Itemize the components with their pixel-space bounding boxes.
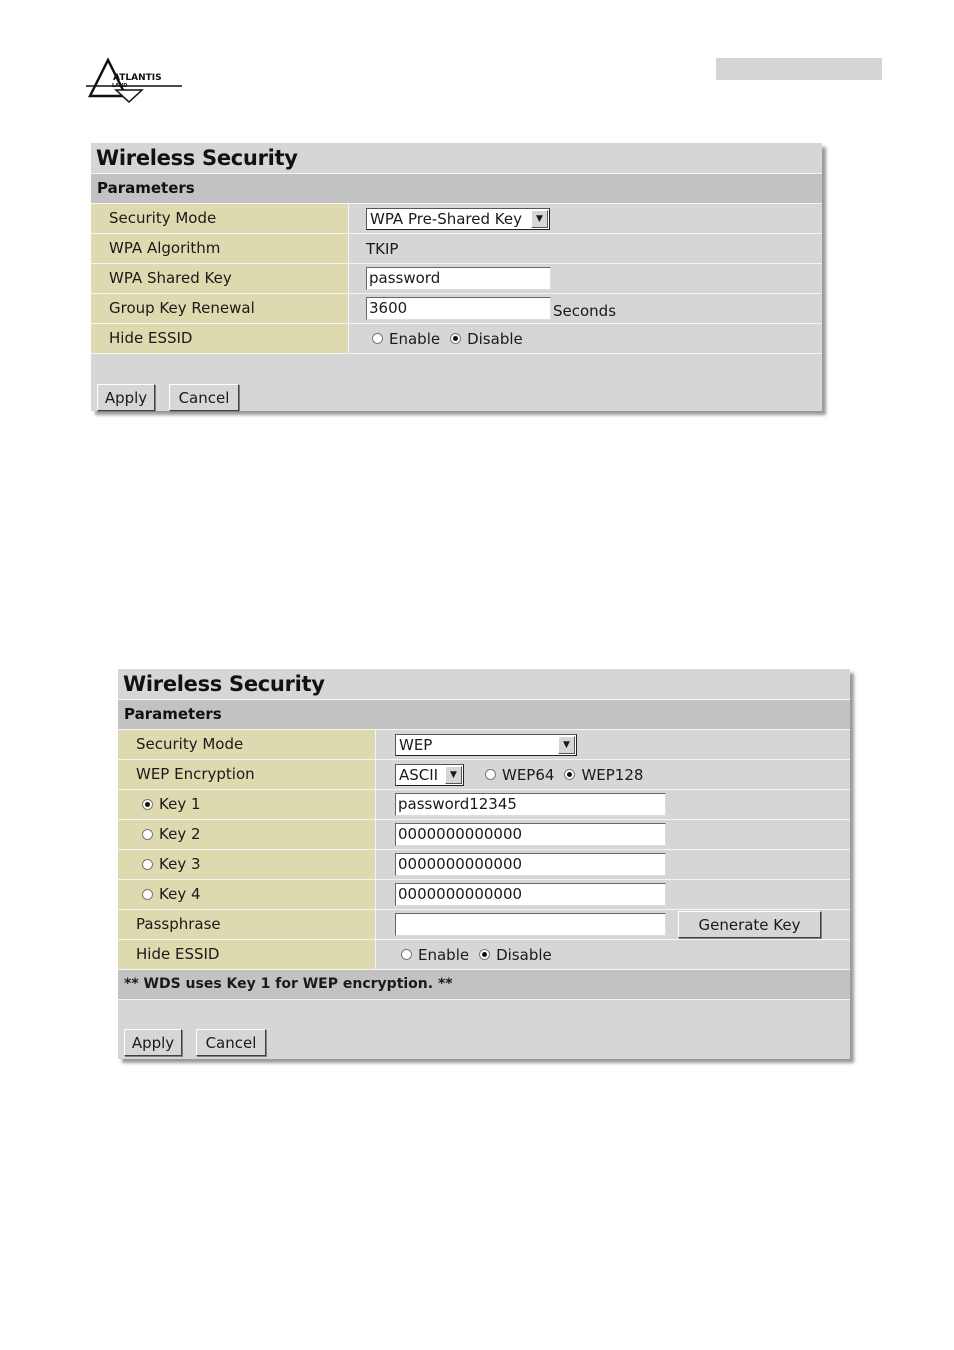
- security-mode-row: [118, 730, 850, 760]
- wireless-security-panel-wep: [118, 669, 850, 1059]
- atlantis-logo: [86, 56, 184, 104]
- generate-key-button[interactable]: Generate Key: [678, 911, 821, 938]
- logo-wordmark: ATLANTIS: [113, 73, 162, 83]
- passphrase-label: Passphrase: [118, 910, 376, 939]
- hide-essid-row: [118, 940, 850, 970]
- cancel-button[interactable]: Cancel: [196, 1029, 266, 1056]
- key-3-radio[interactable]: [142, 859, 153, 870]
- hide-essid-label: Hide ESSID: [118, 940, 376, 969]
- key-1-label-cell: [118, 790, 376, 819]
- wep128-radio[interactable]: WEP128: [564, 766, 643, 784]
- header-grey-bar: [716, 58, 882, 80]
- panel-subtitle: Parameters: [91, 174, 822, 204]
- radio-checked-icon[interactable]: [564, 769, 575, 780]
- key-row-2: [118, 820, 850, 850]
- chevron-down-icon[interactable]: ▼: [531, 210, 548, 228]
- wpa-shared-key-input[interactable]: password: [366, 267, 551, 290]
- key-row-3: [118, 850, 850, 880]
- wireless-security-panel-wpa: [91, 143, 822, 411]
- wep-format-select[interactable]: [395, 764, 464, 786]
- group-key-renewal-input[interactable]: 3600: [366, 297, 551, 320]
- passphrase-input[interactable]: [395, 913, 666, 936]
- key-2-input[interactable]: 0000000000000: [395, 823, 666, 846]
- radio-unchecked-icon[interactable]: [485, 769, 496, 780]
- hide-essid-enable-radio[interactable]: Enable: [372, 330, 440, 348]
- group-key-renewal-label: Group Key Renewal: [91, 294, 349, 323]
- wpa-shared-key-row: [91, 264, 822, 294]
- key-1-radio[interactable]: [142, 799, 153, 810]
- radio-unchecked-icon[interactable]: [372, 333, 383, 344]
- svg-text:LAND: LAND: [112, 83, 128, 89]
- passphrase-row: [118, 910, 850, 940]
- security-mode-label: Security Mode: [118, 730, 376, 759]
- wpa-shared-key-label: WPA Shared Key: [91, 264, 349, 293]
- apply-button[interactable]: Apply: [97, 384, 155, 411]
- hide-essid-enable-radio[interactable]: Enable: [401, 946, 469, 964]
- hide-essid-label: Hide ESSID: [91, 324, 349, 353]
- wep-encryption-row: [118, 760, 850, 790]
- key-row-1: [118, 790, 850, 820]
- panel-title: Wireless Security: [91, 143, 822, 174]
- security-mode-selected: WEP: [399, 735, 433, 754]
- key-3-label: Key 3: [159, 855, 201, 873]
- wep-format-selected: ASCII: [399, 765, 439, 784]
- key-4-input[interactable]: 0000000000000: [395, 883, 666, 906]
- hide-essid-disable-radio[interactable]: Disable: [450, 330, 523, 348]
- hide-essid-row: [91, 324, 822, 354]
- panel-title: Wireless Security: [118, 669, 850, 700]
- panel-subtitle: Parameters: [118, 700, 850, 730]
- key-row-4: [118, 880, 850, 910]
- key-3-input[interactable]: 0000000000000: [395, 853, 666, 876]
- key-3-label-cell: [118, 850, 376, 879]
- key-1-label: Key 1: [159, 795, 201, 813]
- group-key-renewal-row: [91, 294, 822, 324]
- key-2-label: Key 2: [159, 825, 201, 843]
- security-mode-select[interactable]: [366, 208, 550, 230]
- security-mode-row: [91, 204, 822, 234]
- wpa-algorithm-row: [91, 234, 822, 264]
- seconds-unit: Seconds: [553, 301, 617, 320]
- wpa-algorithm-value: TKIP: [366, 239, 399, 258]
- wep-encryption-label: WEP Encryption: [118, 760, 376, 789]
- hide-essid-disable-radio[interactable]: Disable: [479, 946, 552, 964]
- key-1-input[interactable]: password12345: [395, 793, 666, 816]
- cancel-button[interactable]: Cancel: [169, 384, 239, 411]
- security-mode-label: Security Mode: [91, 204, 349, 233]
- key-4-label: Key 4: [159, 885, 201, 903]
- chevron-down-icon[interactable]: ▼: [558, 736, 575, 754]
- wpa-algorithm-label: WPA Algorithm: [91, 234, 349, 263]
- radio-checked-icon[interactable]: [479, 949, 490, 960]
- key-2-radio[interactable]: [142, 829, 153, 840]
- radio-checked-icon[interactable]: [450, 333, 461, 344]
- wep64-radio[interactable]: WEP64: [485, 766, 554, 784]
- security-mode-selected: WPA Pre-Shared Key: [370, 209, 522, 228]
- apply-button[interactable]: Apply: [124, 1029, 182, 1056]
- key-4-radio[interactable]: [142, 889, 153, 900]
- key-2-label-cell: [118, 820, 376, 849]
- chevron-down-icon[interactable]: ▼: [445, 766, 462, 784]
- key-4-label-cell: [118, 880, 376, 909]
- wds-note: ** WDS uses Key 1 for WEP encryption. **: [118, 970, 850, 1000]
- security-mode-select[interactable]: [395, 734, 577, 756]
- radio-unchecked-icon[interactable]: [401, 949, 412, 960]
- atlantis-logo-icon: [86, 56, 184, 104]
